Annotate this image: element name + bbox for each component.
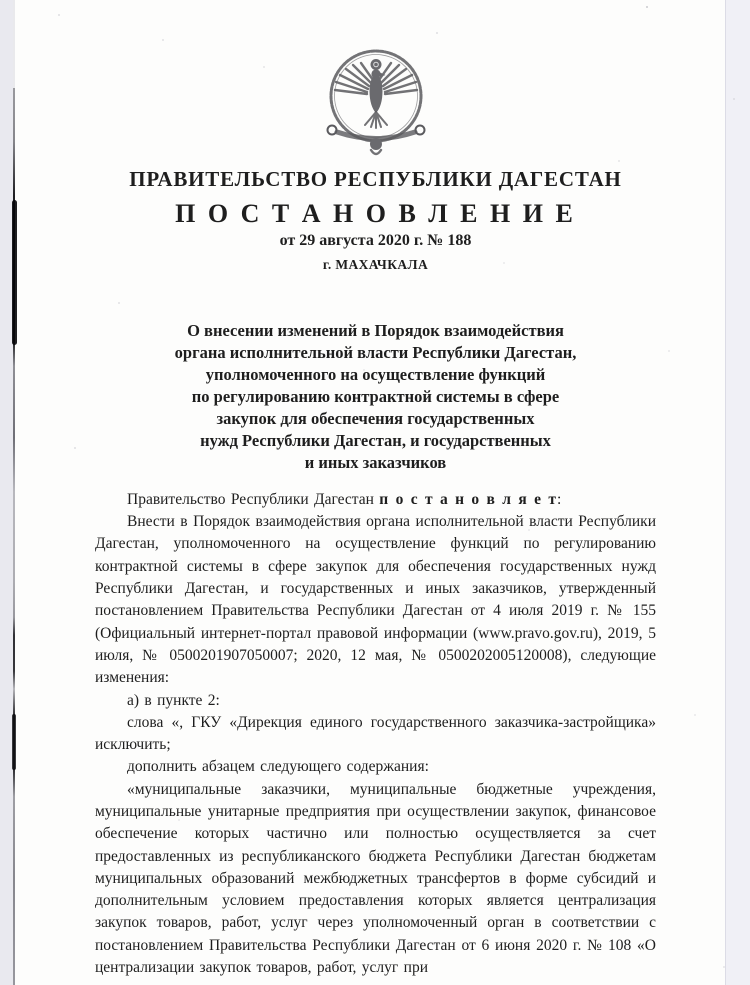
document-body	[95, 489, 656, 980]
document-title-line: закупок для обеспечения государственных	[216, 408, 535, 428]
org-name: ПРАВИТЕЛЬСТВО РЕСПУБЛИКИ ДАГЕСТАН	[129, 167, 622, 191]
resolution-suffix: :	[556, 490, 562, 508]
document-title-line: О внесении изменений в Порядок взаимодействия	[187, 320, 564, 340]
body-paragraph: слова «, ГКУ «Дирекция единого государственного заказчика-застройщика» исключить;	[95, 713, 656, 754]
document-title	[126, 320, 626, 474]
scan-noise-speckles	[58, 14, 60, 16]
resolution-line	[95, 489, 656, 511]
scan-edge-strip-right	[725, 0, 750, 985]
dagestan-coat-of-arms-icon	[301, 42, 451, 158]
document-title-line: и иных заказчиков	[304, 452, 447, 472]
scan-ink-blob	[12, 200, 17, 345]
body-paragraph: «муниципальные заказчики, муниципальные бюджетные учреждения, муниципальные унитарные предприятия при осуществлении закупок, финансовое обеспечение которых частично или полностью осуществляется за счет предоставленных из республиканского бюджета Республики Дагестан бюджетам муниципальных образований межбюджетных трансфертов в форме субсидий и дополнительным условием предоставления которых является централизация закупок товаров, работ, услуг через уполномоченный орган в соответствии с постановлением Правительства Республики Дагестан от 6 июня 2020 г. № 108 «О централизации закупок товаров, работ, услуг при	[95, 780, 656, 977]
body-paragraph: а) в пункте 2:	[127, 691, 220, 709]
document-title-line: нужд Республики Дагестан, и государственных	[200, 430, 551, 450]
resolution-prefix: Правительство Республики Дагестан	[127, 490, 380, 508]
document-title-line: уполномоченного на осуществление функций	[205, 364, 546, 384]
document-title-line: органа исполнительной власти Республики Дагестан,	[174, 342, 577, 362]
resolution-verb: п о с т а н о в л я е т	[379, 490, 557, 508]
scan-ink-blob	[12, 714, 16, 770]
date-number-line: от 29 августа 2020 г. № 188	[279, 232, 472, 250]
body-paragraph: Внести в Порядок взаимодействия органа исполнительной власти Республики Дагестан, уполномоченного на осуществление функций по регулированию контрактной системы в сфере закупок для обеспечения государственных нужд Республики Дагестан, и государственных и иных заказчиков, утвержденный постановлением Правительства Республики Дагестан от 4 июля 2019 г. № 155 (Официальный интернет-портал правовой информации (www.pravo.gov.ru), 2019, 5 июля, № 0500201907050007; 2020, 12 мая, № 0500202005120008), следующие изменения:	[95, 513, 656, 687]
scan-edge-strip-left	[0, 0, 13, 985]
document-content	[95, 0, 656, 985]
city-line: г. МАХАЧКАЛА	[322, 256, 429, 272]
document-title-line: по регулированию контрактной системы в сфере	[191, 386, 560, 406]
document-type-heading: П О С Т А Н О В Л Е Н И Е	[175, 199, 576, 229]
body-paragraph: дополнить абзацем следующего содержания:	[127, 758, 429, 776]
